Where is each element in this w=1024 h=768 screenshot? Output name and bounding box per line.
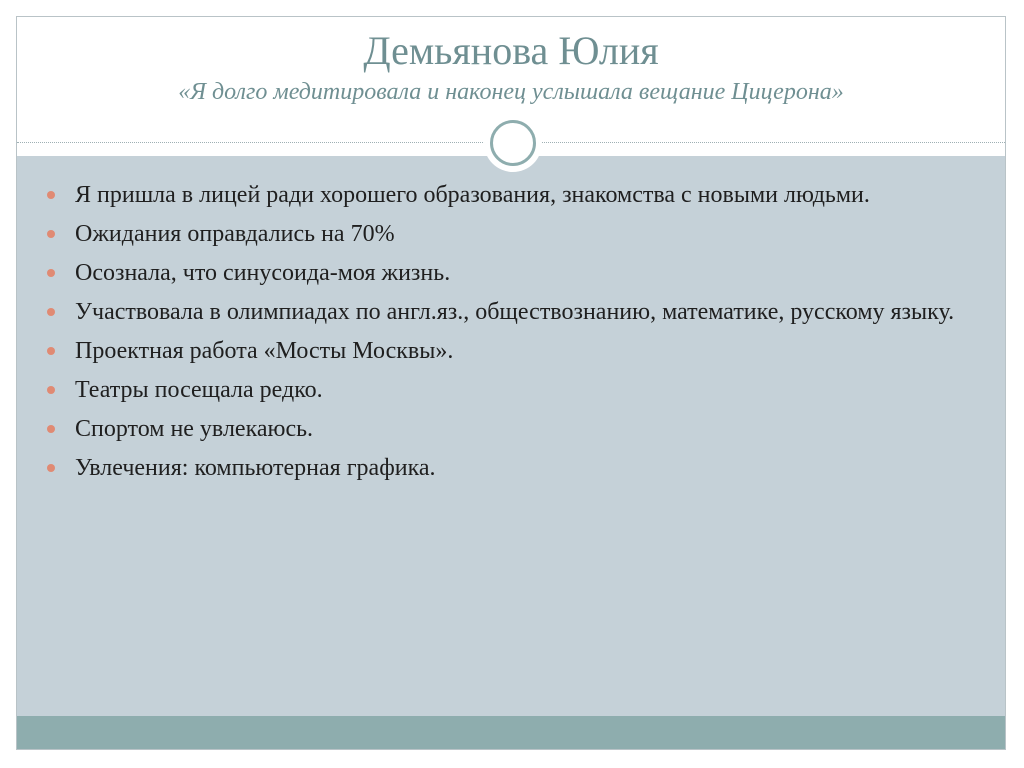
bullet-dot-icon: [47, 230, 55, 238]
footer-band: [17, 716, 1005, 750]
bullet-dot-icon: [47, 347, 55, 355]
bullet-list: [47, 179, 977, 491]
bullet-text: Участвовала в олимпиадах по англ.яз., обществознанию, математике, русскому языку.: [75, 299, 955, 325]
bullet-text: Театры посещала редко.: [75, 377, 323, 403]
bullet-text: Проектная работа «Мосты Москвы».: [75, 338, 454, 364]
bullet-text: Осознала, что синусоида-моя жизнь.: [75, 260, 451, 286]
bullet-item: [47, 179, 977, 211]
bullet-dot-icon: [47, 308, 55, 316]
bullet-text: Спортом не увлекаюсь.: [75, 416, 314, 442]
bullet-dot-icon: [47, 464, 55, 472]
bullet-text: Я пришла в лицей ради хорошего образования, знакомства с новыми людьми.: [75, 182, 870, 208]
bullet-item: [47, 257, 977, 289]
slide-title: Демьянова Юлия: [363, 28, 659, 73]
bullet-dot-icon: [47, 425, 55, 433]
slide-subtitle: «Я долго медитировала и наконец услышала вещание Цицерона»: [178, 79, 844, 105]
bullet-dot-icon: [47, 191, 55, 199]
circle-ornament-icon: [484, 114, 542, 172]
slide: [16, 16, 1006, 750]
bullet-text: Увлечения: компьютерная графика.: [75, 455, 436, 481]
bullet-item: [47, 296, 977, 328]
bullet-item: [47, 335, 977, 367]
bullet-dot-icon: [47, 269, 55, 277]
bullet-item: [47, 218, 977, 250]
bullet-text: Ожидания оправдались на 70%: [75, 221, 395, 247]
bullet-item: [47, 374, 977, 406]
bullet-dot-icon: [47, 386, 55, 394]
bullet-item: [47, 452, 977, 484]
ornament-ring: [490, 120, 536, 166]
bullet-item: [47, 413, 977, 445]
